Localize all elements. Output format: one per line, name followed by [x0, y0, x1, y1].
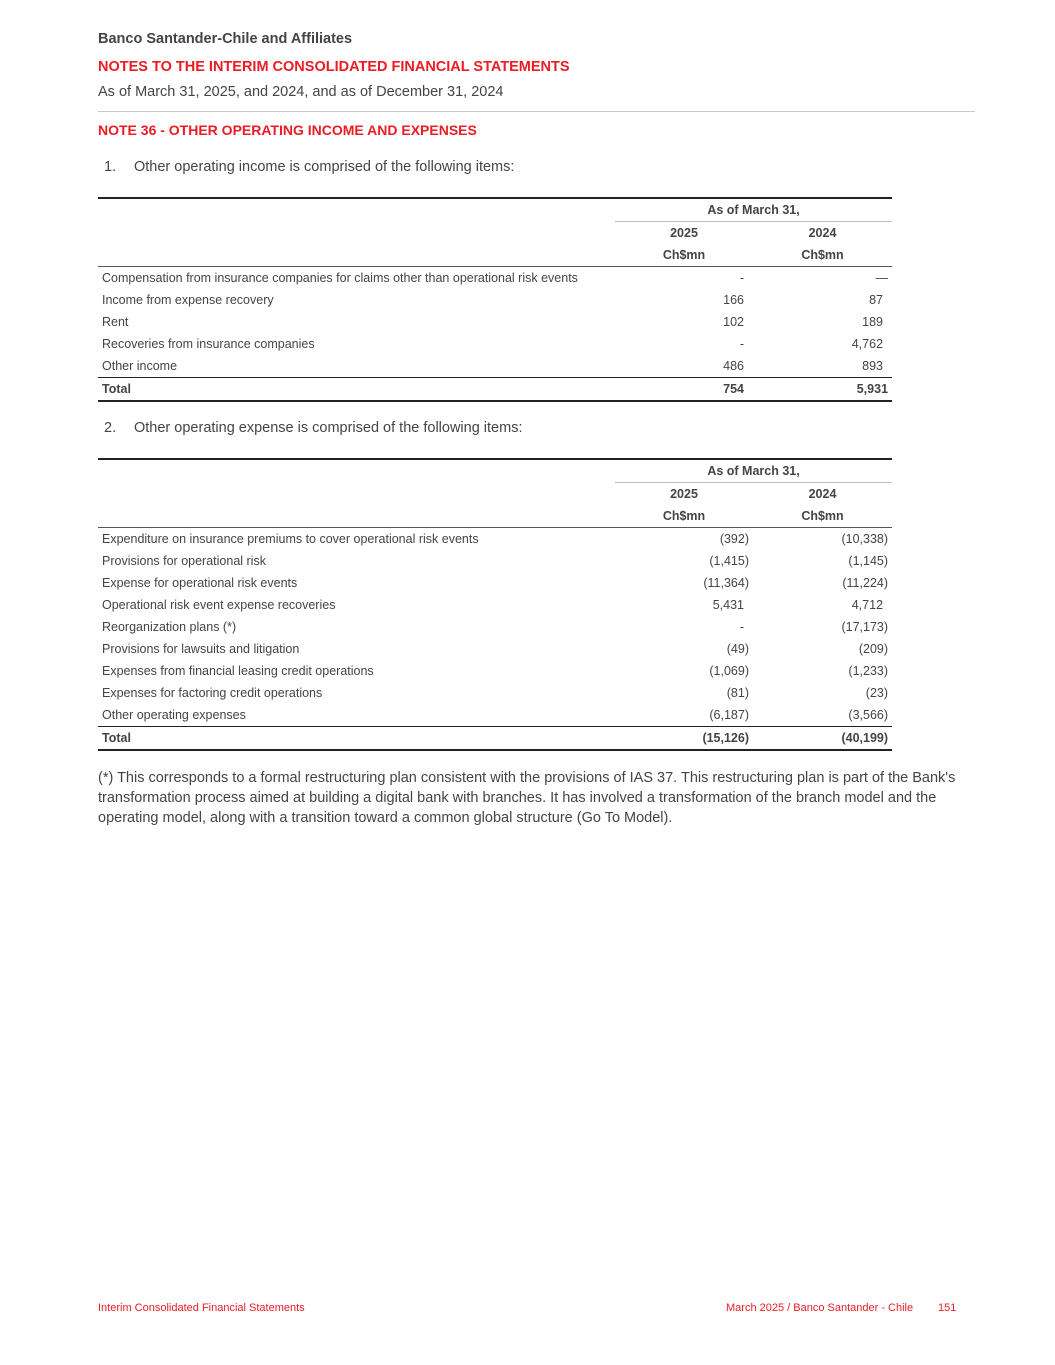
table-row [98, 355, 892, 378]
section-2-text: Other operating expense is comprised of the following items: [134, 420, 523, 436]
section-1-number: 1. [104, 159, 117, 175]
row-value-2025: (1,415) [709, 554, 749, 568]
table-row [98, 289, 892, 311]
footer-report-date: March 2025 / Banco Santander - Chile [726, 1302, 914, 1314]
as-of-header: As of March 31, [615, 459, 892, 483]
section-1-text: Other operating income is comprised of the following items: [134, 159, 515, 175]
row-label: Reorganization plans (*) [102, 620, 237, 634]
total-row [98, 378, 892, 402]
row-label: Rent [102, 315, 129, 329]
table-row [98, 616, 892, 638]
table-row [98, 267, 892, 290]
row-value-2024: 893 [862, 359, 884, 373]
row-value-2025: (1,069) [709, 664, 749, 678]
total-2024: 5,931 [753, 378, 892, 402]
row-value-2025: (11,364) [703, 576, 749, 590]
unit-2024-header: Ch$mn [753, 505, 892, 528]
total-2024: (40,199) [753, 727, 892, 751]
row-label: Expenses from financial leasing credit operations [102, 664, 374, 678]
row-value-2024: (1,145) [848, 554, 889, 568]
row-label: Provisions for lawsuits and litigation [102, 642, 300, 656]
total-2025: (15,126) [615, 727, 753, 751]
table-row [98, 704, 892, 727]
table-row [98, 550, 892, 572]
row-label: Provisions for operational risk [102, 554, 266, 568]
row-label: Operational risk event expense recoveries [102, 598, 336, 612]
row-value-2024: (1,233) [848, 664, 889, 678]
row-value-2025: 5,431 [712, 598, 744, 612]
section-2-number: 2. [104, 420, 117, 436]
row-value-2025: 102 [723, 315, 744, 329]
row-value-2024: 4,762 [851, 337, 884, 351]
year-2025-header: 2025 [670, 226, 698, 240]
total-label: Total [98, 727, 615, 751]
row-value-2024: (3,566) [848, 708, 889, 722]
row-value-2025: (6,187) [709, 708, 749, 722]
table-row [98, 572, 892, 594]
table-row [98, 311, 892, 333]
company-name: Banco Santander-Chile and Affiliates [98, 31, 353, 47]
other-operating-income-table [98, 197, 892, 402]
table-row [98, 528, 892, 551]
row-label: Other operating expenses [102, 708, 246, 722]
total-row [98, 727, 892, 751]
table-row [98, 594, 892, 616]
row-value-2024: 4,712 [851, 598, 884, 612]
row-value-2024: 189 [862, 315, 884, 329]
row-value-2025: 166 [723, 293, 744, 307]
row-value-2024: (17,173) [841, 620, 889, 634]
as-of-header: As of March 31, [615, 198, 892, 222]
footer-document-title: Interim Consolidated Financial Statements [98, 1302, 305, 1314]
unit-2024-header: Ch$mn [753, 244, 892, 267]
row-value-2024: — [875, 271, 889, 285]
total-label: Total [98, 378, 615, 402]
row-value-2025: - [739, 620, 744, 634]
row-value-2024: (10,338) [841, 532, 889, 546]
unit-2025-header: Ch$mn [615, 244, 753, 267]
year-2024-header: 2024 [808, 487, 837, 501]
table-row [98, 660, 892, 682]
other-operating-expense-table [98, 458, 892, 751]
row-value-2025: 486 [723, 359, 744, 373]
unit-2025-header: Ch$mn [615, 505, 753, 528]
year-2024-header: 2024 [808, 226, 837, 240]
notes-title: NOTES TO THE INTERIM CONSOLIDATED FINANCIAL STATEMENTS [98, 59, 570, 75]
report-period: As of March 31, 2025, and 2024, and as of December 31, 2024 [98, 84, 504, 100]
row-value-2025: - [739, 337, 744, 351]
note-title: NOTE 36 - OTHER OPERATING INCOME AND EXPENSES [98, 122, 477, 138]
row-value-2025: (49) [726, 642, 749, 656]
row-label: Expense for operational risk events [102, 576, 298, 590]
row-label: Other income [102, 359, 178, 373]
table-row [98, 682, 892, 704]
table-row [98, 638, 892, 660]
header-divider [98, 111, 975, 112]
row-label: Expenditure on insurance premiums to cover operational risk events [102, 532, 479, 546]
year-2025-header: 2025 [670, 487, 698, 501]
table-row [98, 333, 892, 355]
footnote: (*) This corresponds to a formal restructuring plan consistent with the provisions of IAS 37. This restructuring plan is part of the Bank's transformation process aimed at building a digital bank with branches. It has involved a transformation of the branch model and the operating model, along with a transition toward a common global structure (Go To Model). [98, 770, 956, 826]
row-value-2025: (392) [719, 532, 749, 546]
row-value-2025: - [739, 271, 744, 285]
page-number: 151 [938, 1302, 957, 1314]
row-label: Compensation from insurance companies for claims other than operational risk events [102, 271, 578, 285]
total-2025: 754 [615, 378, 753, 402]
row-value-2024: (209) [858, 642, 889, 656]
row-label: Expenses for factoring credit operations [102, 686, 323, 700]
row-value-2024: 87 [869, 293, 884, 307]
row-value-2025: (81) [726, 686, 749, 700]
row-label: Income from expense recovery [102, 293, 274, 307]
row-value-2024: (11,224) [842, 576, 889, 590]
row-value-2024: (23) [865, 686, 889, 700]
row-label: Recoveries from insurance companies [102, 337, 315, 351]
